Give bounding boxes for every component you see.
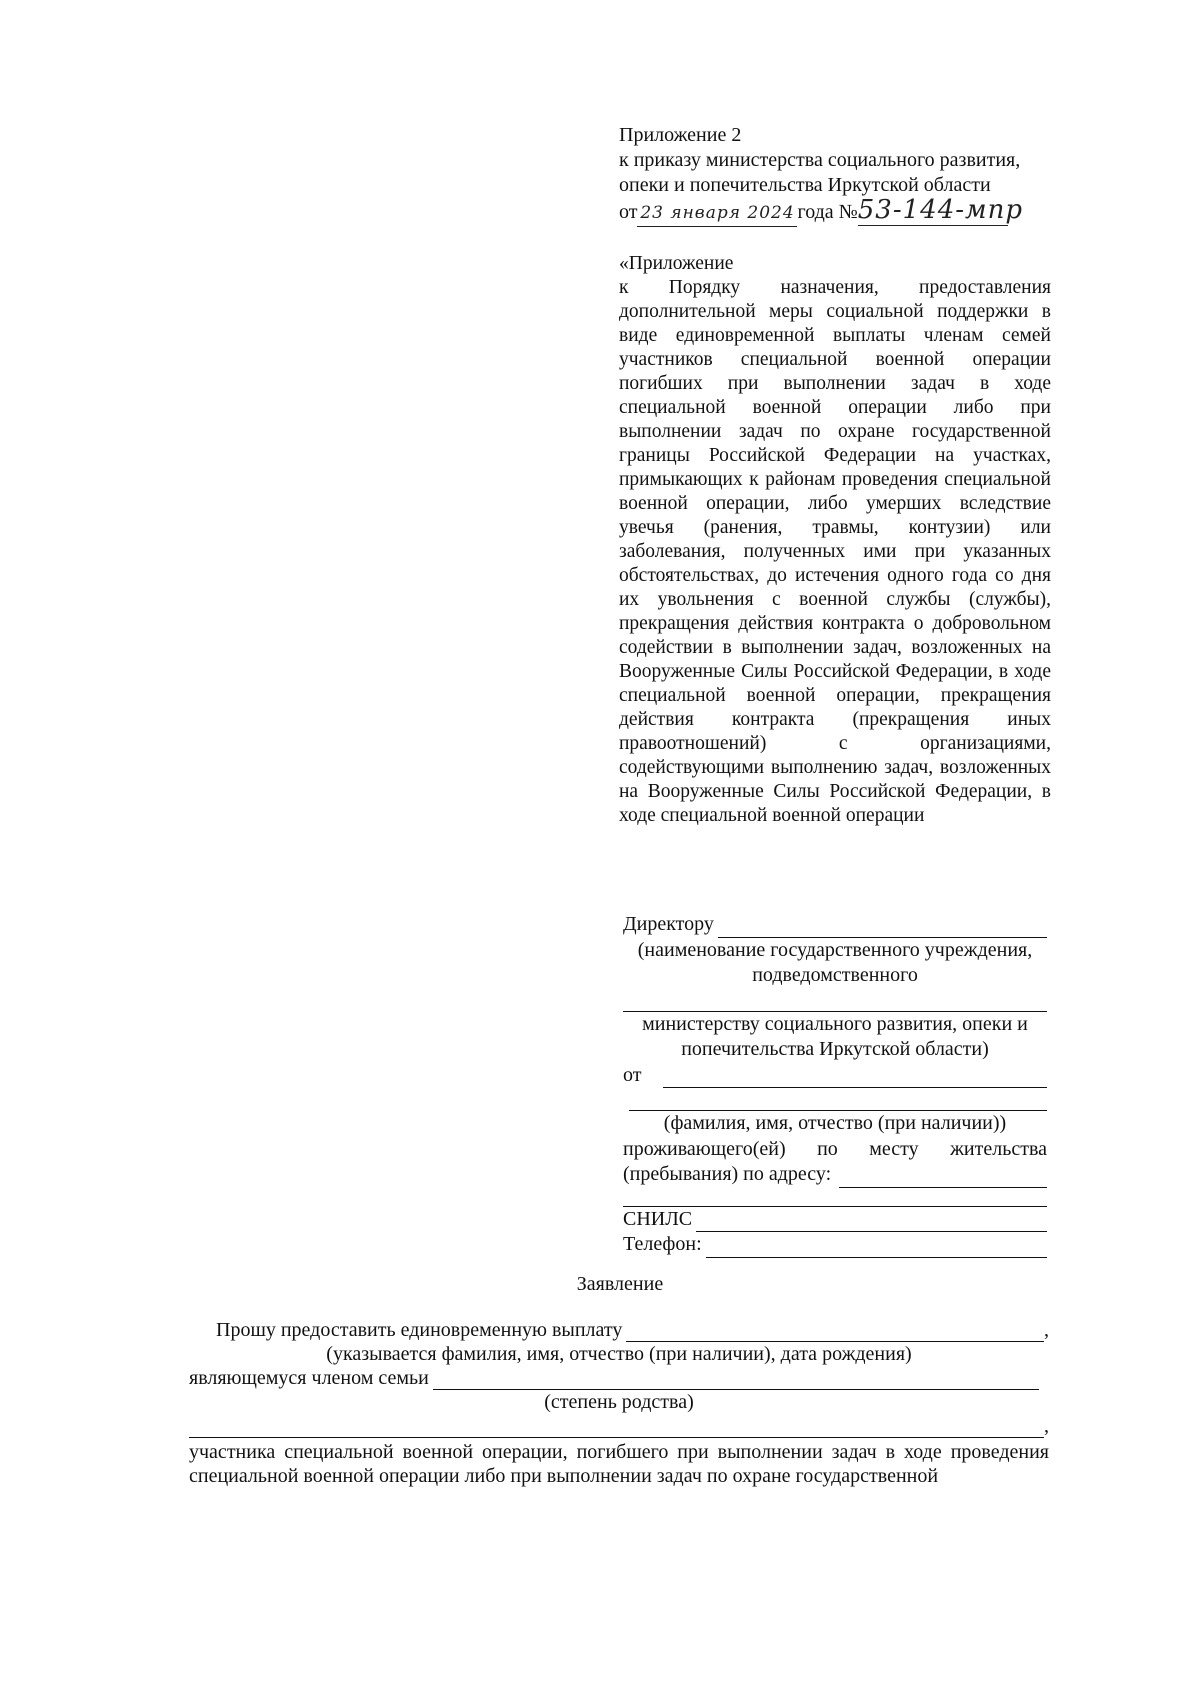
member-label: являющемуся членом семьи — [189, 1367, 429, 1389]
from-label: от — [619, 201, 638, 223]
request-row — [189, 1318, 1049, 1342]
statement-body: участника специальной военной операции, погибшего при выполнении задач в ходе проведения специальной военной операции либо при выполнении задач по охране государственной — [189, 1441, 1049, 1487]
attachment-date-number-line — [619, 195, 1059, 227]
institution-caption-1: (наименование государственного учреждения, — [637, 938, 1033, 961]
snils-row — [623, 1207, 1047, 1233]
comma-mark-2: , — [1044, 1415, 1049, 1437]
director-field[interactable] — [718, 918, 1047, 938]
residing-line-1: проживающего(ей) по месту жительства — [623, 1137, 1047, 1160]
annex-block — [619, 252, 1051, 828]
statement-title: Заявление — [576, 1273, 664, 1295]
handwritten-date: 23 января 2024 — [637, 200, 797, 227]
from-row — [623, 1063, 1047, 1089]
addressee-block — [623, 912, 1047, 1258]
attachment-header — [619, 123, 1059, 227]
phone-field[interactable] — [706, 1238, 1047, 1258]
relation-field[interactable] — [433, 1370, 1039, 1390]
address-field[interactable] — [839, 1168, 1047, 1188]
recipient-field[interactable] — [626, 1322, 1044, 1342]
applicant-name-field[interactable] — [663, 1068, 1047, 1088]
attachment-number: Приложение 2 — [619, 124, 742, 146]
relation-line-row — [189, 1414, 1049, 1438]
attachment-ministry: опеки и попечительства Иркутской области — [619, 174, 991, 196]
request-label: Прошу предоставить единовременную выплату — [216, 1319, 623, 1341]
director-row — [623, 912, 1047, 938]
address-field-2[interactable] — [623, 1188, 1047, 1207]
address-row — [623, 1162, 1047, 1188]
year-number-label: года № — [797, 201, 858, 223]
snils-field[interactable] — [696, 1212, 1047, 1232]
member-row — [189, 1366, 1049, 1390]
from-label: от — [623, 1063, 642, 1086]
statement-block — [189, 1318, 1049, 1488]
ministry-caption-1: министерству социального развития, опеки и — [642, 1012, 1028, 1035]
ministry-caption-2: попечительства Иркутской области) — [681, 1038, 989, 1060]
comma-mark: , — [1044, 1319, 1049, 1341]
institution-field[interactable] — [623, 989, 1047, 1012]
annex-title: «Приложение — [619, 253, 734, 274]
residing-line-2: (пребывания) по адресу: — [623, 1163, 832, 1185]
phone-label: Телефон: — [623, 1233, 702, 1255]
relation-field-2[interactable] — [189, 1418, 1044, 1438]
request-caption: (указывается фамилия, имя, отчество (при наличии), дата рождения) — [326, 1343, 912, 1365]
handwritten-order-number: 53-144-мпр — [857, 195, 1023, 225]
name-caption: (фамилия, имя, отчество (при наличии)) — [663, 1112, 1007, 1134]
annex-text: к Порядку назначения, предоставления дополнительной меры социальной поддержки в виде единовременной выплаты членам семей участников специальной военной операции погибших при выполнении задач в ходе специальной военной операции либо при выполнении задач по охране государственной границы Российской Федерации на участках, примыкающих к районам проведения специальной военной операции, либо умерших вследствие увечья (ранения, травмы, контузии) или заболевания, полученных ими при указанных обстоятельствах, до истечения одного года со дня их увольнения с военной службы (службы), прекращения действия контракта о добровольном содействии в выполнении задач, возложенных на Вооруженные Силы Российской Федерации, в ходе специальной военной операции, прекращения действия контракта (прекращения иных правоотношений) с организациями, содействующими выполнению задач, возложенных на Вооруженные Силы Российской Федерации, в ходе специальной военной операции — [619, 277, 1051, 826]
director-label: Директору — [623, 913, 714, 935]
snils-label: СНИЛС — [623, 1207, 693, 1230]
attachment-order-ref: к приказу министерства социального развития, — [619, 149, 1021, 171]
applicant-name-field-2[interactable] — [629, 1088, 1047, 1111]
relation-caption: (степень родства) — [544, 1391, 694, 1413]
institution-caption-2: подведомственного — [752, 964, 918, 986]
phone-row — [623, 1232, 1047, 1258]
